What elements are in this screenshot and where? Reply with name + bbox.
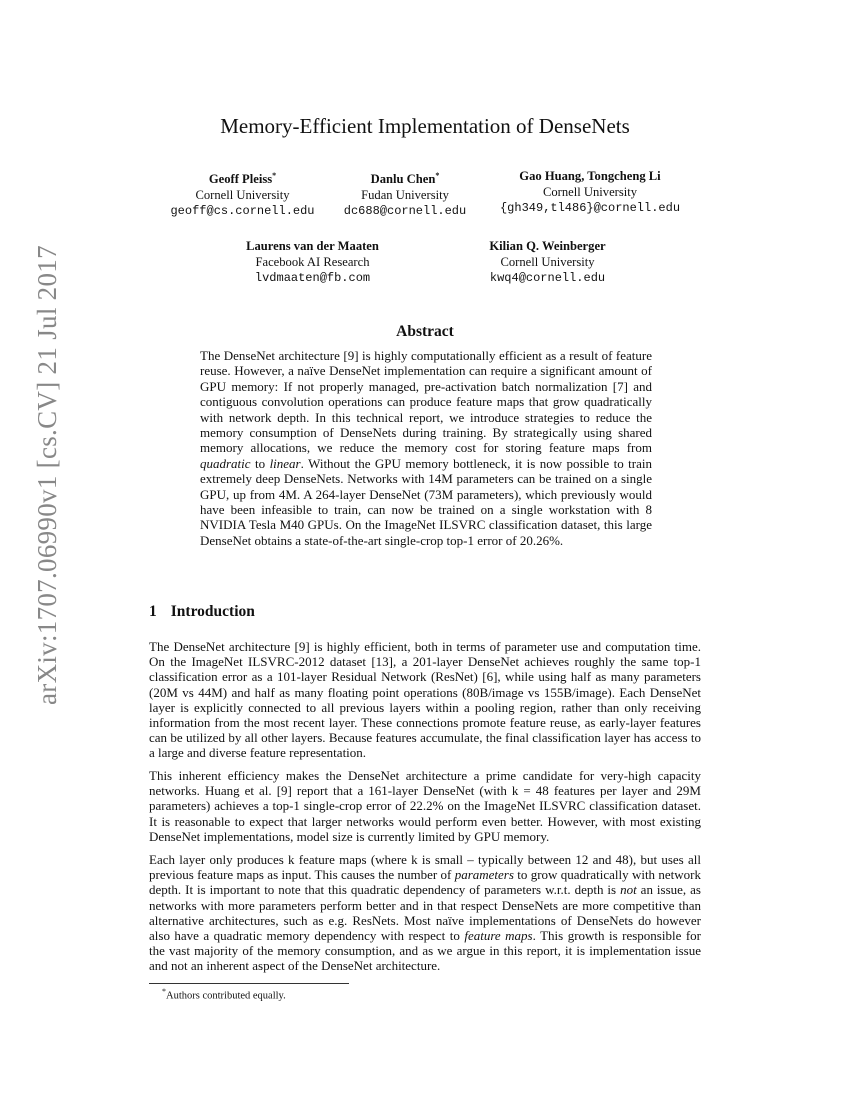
author-name: Laurens van der Maaten [246,239,379,253]
footnote: *Authors contributed equally. [162,987,286,1002]
author-email: kwq4@cornell.edu [489,271,606,285]
author-email: dc688@cornell.edu [343,204,467,219]
author-name: Geoff Pleiss* [208,171,277,187]
author-block [215,238,410,286]
author-name: Gao Huang, Tongcheng Li [519,169,661,183]
author-affiliation: Cornell University [195,188,290,203]
intro-paragraph-2: This inherent efficiency makes the DenseNet architecture a prime candidate for very-high capacity networks. Huang et al. [9] report that a 161-layer DenseNet (with k = 48 features per layer and 29M parameters) achieves a top-1 single-crop error of 22.2% on the ImageNet ILSVRC classification dataset. It is reasonable to expect that larger networks would perform even better. However, with most existing DenseNet implementations, model size is currently limited by GPU memory. [149,768,701,844]
intro-paragraph-3: Each layer only produces k feature maps (where k is small – typically between 12 and 48), but uses all previous feature maps as input. This causes the number of parameters to grow quadratically with network depth. It is important to note that this quadratic dependency of parameters w.r.t. depth is not an issue, as networks with more parameters perform better and in that respect DenseNets are more competitive than alternative architectures, such as e.g. ResNets. Most naïve implementations of DenseNets do however also have a quadratic memory dependency with respect to feature maps. This growth is responsible for the vast majority of the memory consumption, and as we argue in this report, it is implementation issue and not an inherent aspect of the DenseNet architecture. [149,852,701,974]
arxiv-stamp: arXiv:1707.06990v1 [cs.CV] 21 Jul 2017 [32,245,62,705]
author-block [460,238,635,286]
author-affiliation: Facebook AI Research [255,255,370,269]
abstract-text: The DenseNet architecture [9] is highly computationally efficient as a result of feature reuse. However, a naïve DenseNet implementation can require a significant amount of GPU memory: If not properly managed, pre-activation batch normalization [7] and contiguous convolution operations can produce feature maps that grow quadratically with network depth. In this technical report, we introduce strategies to reduce the memory consumption of DenseNets during training. By strategically using shared memory allocations, we reduce the memory cost for storing feature maps from quadratic to linear. Without the GPU memory bottleneck, it is now possible to train extremely deep DenseNets. Networks with 14M parameters can be trained on a single GPU, up from 4M. A 264-layer DenseNet (73M parameters), which previously would have been infeasible to train, can now be trained on a single workstation with 8 NVIDIA Tesla M40 GPUs. On the ImageNet ILSVRC classification dataset, this large DenseNet obtains a state-of-the-art single-crop top-1 error of 20.26%. [200,348,652,548]
footnote-rule [149,983,349,984]
author-affiliation: Cornell University [500,255,595,269]
equal-contribution-mark: * [272,171,277,180]
section-heading-introduction: 1 Introduction [149,603,255,620]
author-affiliation: Cornell University [542,185,638,199]
author-block [165,168,320,219]
author-email: {gh349,tl486}@cornell.edu [499,201,681,215]
author-name: Danlu Chen* [370,171,440,187]
intro-paragraph-1: The DenseNet architecture [9] is highly efficient, both in terms of parameter use and computation time. On the ImageNet ILSVRC-2012 dataset [13], a 201-layer DenseNet achieves roughly the same top-1 classification error as a 101-layer Residual Network (ResNet) [6], while using half as many parameters (20M vs 44M) and half as many floating point operations (80B/image vs 155B/image). Each DenseNet layer is explicitly connected to all previous layers within a pooling region, rather than only receiving information from the most recent layer. These connections promote feature reuse, as early-layer features can be utilized by all other layers. Because features accumulate, the final classification layer has access to a large and diverse feature representation. [149,639,701,761]
abstract-heading: Abstract [396,323,454,340]
author-name: Kilian Q. Weinberger [489,239,606,253]
paper-title: Memory-Efficient Implementation of DenseNets [220,114,630,138]
author-block [490,168,690,216]
author-email: lvdmaaten@fb.com [254,271,371,285]
author-block [340,168,470,219]
author-affiliation: Fudan University [361,188,449,203]
author-email: geoff@cs.cornell.edu [170,204,315,219]
equal-contribution-mark: * [435,171,440,180]
